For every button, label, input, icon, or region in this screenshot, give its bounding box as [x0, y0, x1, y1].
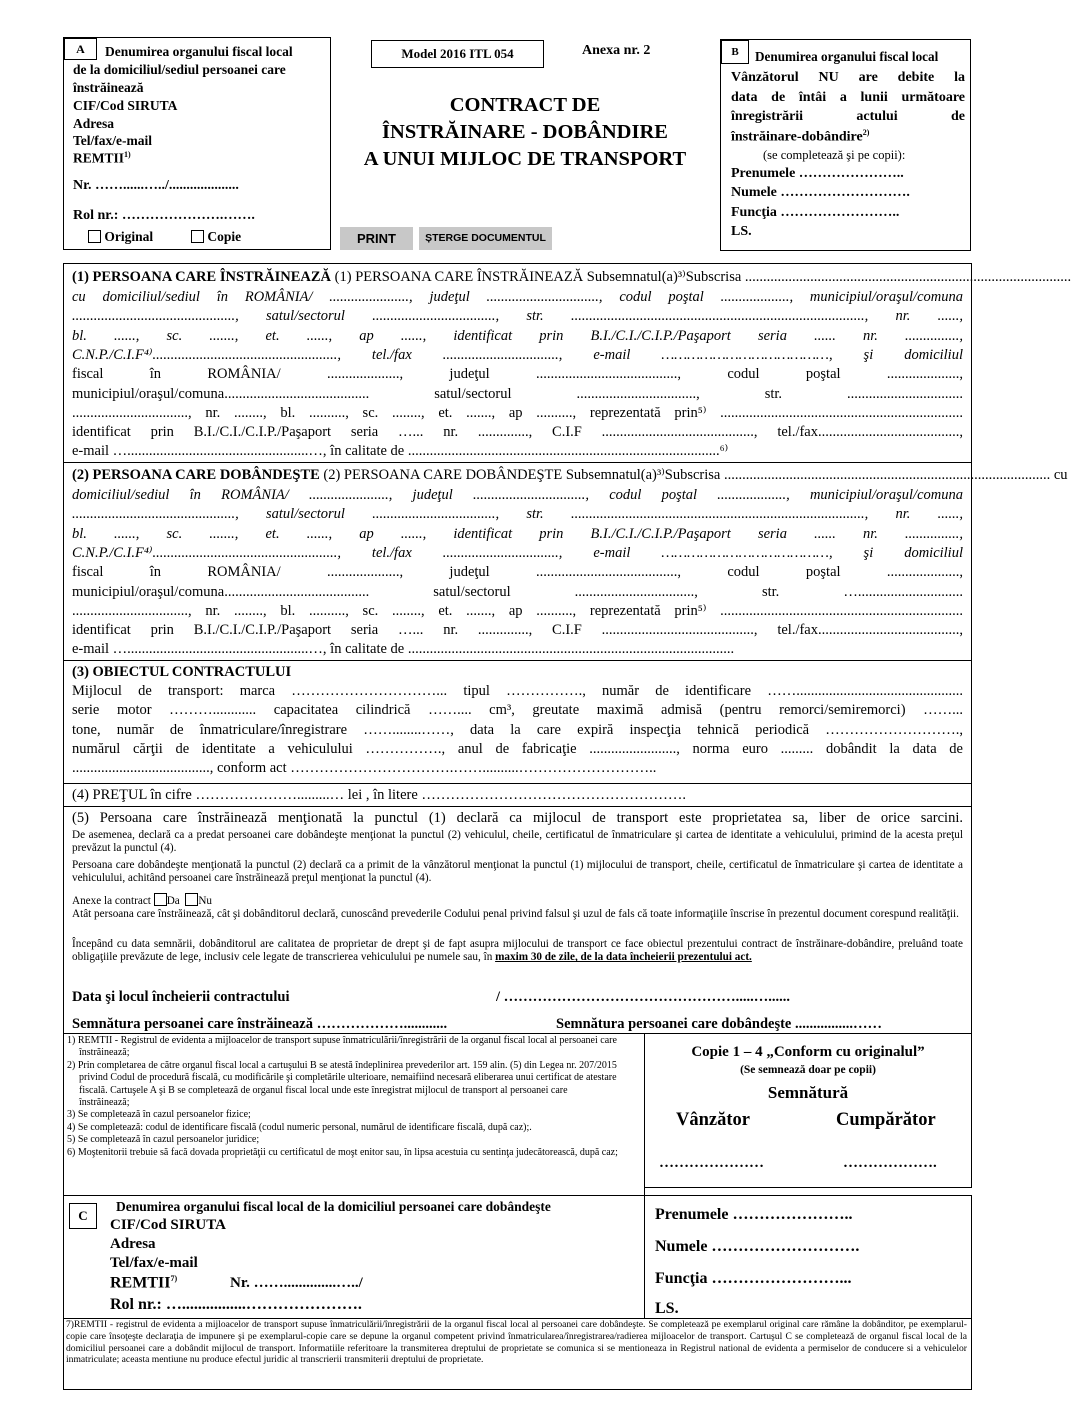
s2-line-3: ............................................., satul/sectorul .................................., str. ................................................................................., nr. ......,	[72, 506, 963, 522]
s3-line-3: tone, număr de înmatriculare/înregistrare ……........……, data la care expiră inspecţia tehnică periodică ……………………….,	[72, 722, 963, 738]
s1-line-9: identificat prin B.I./C.I./C.I.P./Paşaport seria …... nr. .............., C.I.F .........................................., tel./fax.......................................,	[72, 424, 963, 440]
footnote-item: 6) Moştenitorii trebuie să facă dovada proprietăţii cu certificatul de moşt enitor sau, în lipsa acestuia cu sentinţa judecătorească, după caz;	[67, 1146, 618, 1158]
title-line-3: A UNUI MIJLOC DE TRANSPORT	[363, 148, 687, 170]
box-b-numele: Numele ……………………….	[731, 185, 910, 200]
box-b-line3: înregistrării actului de	[731, 109, 965, 124]
section-price	[63, 783, 972, 807]
box-b-note: (se completează şi pe copii):	[763, 148, 906, 162]
title-line-2: ÎNSTRĂINARE - DOBÂNDIRE	[382, 121, 668, 143]
original-option[interactable]	[88, 229, 153, 245]
s1-line-7: municipiul/oraşul/comuna........................................ satul/sectorul ................................., str. ................................	[72, 386, 963, 402]
anexe-nu-checkbox[interactable]	[185, 893, 198, 906]
box-a-title-2: de la domiciliul/sediul persoanei care	[73, 62, 286, 77]
anexa-label: Anexa nr. 2	[582, 43, 651, 58]
s1-line-1: (1) PERSOANA CARE ÎNSTRĂINEAZĂ (1) PERSOANA CARE ÎNSTRĂINEAZĂ Subsemnatul(a)³⁾Subscrisa ..........................................................................................	[72, 269, 1071, 285]
copy-buyer-sign: ……………….	[843, 1155, 937, 1171]
section-buyer	[63, 462, 1068, 661]
box-c-remtii	[110, 1274, 177, 1292]
s5-para-3: Atât persoana care înstrăinează, cât şi dobânditorul declară, cunoscând prevederile Codului penal privind falsul şi uzul de fals că toate informaţiile înscrise în prezentul document corespund realităţii.	[72, 908, 959, 920]
box-b-tag: B	[721, 40, 749, 64]
s3-line-4: numărul cărţii de identitate a vehiculului ……………., anul de fabricaţie ........................, norma euro ......... dobândit la data de	[72, 741, 963, 757]
s3-line-1: Mijlocul de transport: marca …………………………... tipul ……………., număr de identificare ……..............................................	[72, 683, 963, 699]
remtii-sup: 1)	[124, 150, 131, 159]
sign-buyer: Semnătura persoanei care dobândeşte ................……	[556, 1016, 882, 1032]
anexe-label: Anexe la contract	[72, 895, 151, 907]
box-a-tag: A	[64, 38, 97, 60]
original-label: Original	[104, 229, 154, 244]
delete-document-button[interactable]: ȘTERGE DOCUMENTUL	[419, 227, 552, 250]
s2-line-6: fiscal în ROMÂNIA/ ...................., judeţul ......................................., codul poştal ....................,	[72, 564, 963, 580]
s3-title: (3) OBIECTUL CONTRACTULUI	[72, 664, 292, 680]
section-object	[63, 660, 972, 784]
box-b-functia: Funcţia ……………………..	[731, 205, 900, 220]
box-a-title: Denumirea organului fiscal local	[105, 44, 293, 59]
copy-buyer: Cumpărător	[836, 1110, 936, 1130]
s1-line-5: C.N.P./C.I.F⁴⁾..................................................., tel./fax ................................, e-mail …………………………………, şi domiciliul	[72, 347, 963, 363]
s5-para-4-text: Începând cu data semnării, dobânditorul are calitatea de proprietar de drept şi de fapt asupra mijlocului de transport ce face obiectul prezentului contract de înstrăinare-dobândire, preluând toate obligaţiile prevăzute de lege, inclusiv cele legate de transcrierea vehiculului pe numele sau, în	[72, 938, 963, 964]
box-a-title-3: înstrăinează	[73, 80, 144, 95]
s3-line-5: ......................................, conform act …………………………….……..........………………………..	[72, 760, 657, 776]
s5-para-1: De asemenea, declară ca a predat persoanei care dobândeşte menţionat la punctul (2) vehiculul, cheile, certificatul de înmatriculare şi cartea de identitate a vehiculului, primind de la acesta preţul prevăzut la punctul (4).	[72, 829, 963, 855]
box-a-remtii	[73, 150, 131, 167]
s2-line-2: domiciliul/sediul în ROMÂNIA/ ......................, judeţul ..............................., codul poştal ..................., municipiul/oraşul/comuna	[72, 487, 963, 503]
title-line-1: CONTRACT DE	[449, 94, 601, 116]
anexe-da-label: Da	[166, 895, 180, 907]
s1-line-2: cu domiciliul/sediul în ROMÂNIA/ ......................, judeţul ..............................., codul poştal ..................., municipiul/oraşul/comuna	[72, 289, 963, 305]
section-declarations	[63, 806, 972, 1034]
copy-semnatura: Semnătură	[767, 1083, 849, 1102]
s1-line-6: fiscal în ROMÂNIA/ ...................., judeţul ......................................., codul poştal ....................,	[72, 366, 963, 382]
anexe-da-checkbox[interactable]	[154, 893, 167, 906]
box-c	[63, 1195, 645, 1319]
box-a-tel: Tel/fax/e-mail	[73, 133, 152, 148]
copy-seller-sign: …………………	[659, 1155, 764, 1171]
box-c-tag: C	[69, 1203, 97, 1229]
anexe-nu-label: Nu	[198, 895, 213, 907]
box-b-title: Denumirea organului fiscal local	[755, 49, 939, 64]
box-c-adresa: Adresa	[110, 1236, 156, 1252]
footnote-item: 4) Se completează: codul de identificare fiscală (codul numeric personal, numărul de identificare fiscală, după caz);.	[67, 1121, 532, 1133]
s5-para-4	[72, 938, 963, 965]
footnote-7: 7)REMTII - registrul de evidenta a mijloacelor de transport supuse înmatriculării/înregistrării de la organul fiscal local al persoanei care dobândeşte. Se completează pe exemplarul original care rămâne la dobânditor, pe exemplarul-copie care însoţeşte declaraţia de impunere şi pe exemplarul-copie care se depune la organul competent privind înmatricularea/înregistrarea/radierea mijloacelor de transport. Cartuşul C se completează de organul fiscal local de la domiciliul persoanei care a dobândit mijlocul de transport. Informatiile referitoare la transmiterea dreptului de proprietate se comunica si se mentioneaza in Registrul national de evidenta a permiselor de conducere si a vehiculelor inmatriculate; aceasta mentiune nu produce efectul juridic al transcrierii transmiterii dreptului de proprietate.	[66, 1319, 967, 1366]
model-box: Model 2016 ITL 054	[371, 40, 544, 68]
s4-text: (4) PREŢUL în cifre ………………….........… lei , în litere ……………………………………………….	[72, 787, 687, 803]
box-b-line4-text: înstrăinare-dobândire	[731, 129, 863, 145]
box-b	[720, 39, 971, 251]
copy-ls: LS.	[655, 1300, 679, 1317]
box-c-title: Denumirea organului fiscal local de la domiciliul persoanei care dobândeşte	[116, 1199, 551, 1214]
footnote-list	[67, 1035, 620, 1159]
copy-functia: Funcţia ……………………...	[655, 1270, 852, 1287]
box-a-rol: Rol nr.: ………………….…….	[73, 208, 255, 223]
box-c-nr: Nr. ……..............…../	[230, 1275, 363, 1291]
footnote-item: 3) Se completează în cazul persoanelor fizice;	[67, 1109, 251, 1121]
box-a-adresa: Adresa	[73, 116, 115, 131]
copy-title	[645, 1044, 971, 1061]
box-b-line1: Vânzătorul NU are debite la	[731, 70, 965, 85]
s2-line-1: (2) PERSOANA CARE DOBÂNDEŞTE (2) PERSOANA CARE DOBÂNDEŞTE Subsemnatul(a)³⁾Subscrisa .......................................................................................... cu	[72, 467, 1068, 483]
remtii-label: REMTII	[73, 150, 125, 166]
s5-para-2: Persoana care dobândeşte menţionată la punctul (2) declară ca a primit de la vânzătorul menţionat la punctul (1) mijlocului de transport, cheile, certificatul de înmatriculare şi cartea de identitate a vehiculului, achitând persoanei care înstrăinează preţul menţionat la punctul (4).	[72, 859, 963, 885]
copy-prenumele: Prenumele …………………..	[655, 1206, 853, 1223]
footnote-item: 5) Se completează în cazul persoanelor juridice;	[67, 1134, 260, 1146]
box-c-rol: Rol nr.: …................………………….	[110, 1296, 362, 1313]
box-b-line4-sup: 2)	[862, 128, 870, 137]
s2-line-7: municipiul/oraşul/comuna........................................ satul/sectorul ................................., str. ….............................	[72, 584, 963, 600]
copy-seller: Vânzător	[676, 1110, 750, 1130]
original-checkbox[interactable]	[88, 230, 101, 243]
s5-line-1: (5) Persoana care înstrăinează menţionată la punctul (1) declară ca mijlocul de transport este proprietatea sa, liber de orice sarcini.	[72, 810, 963, 826]
box-b-ls: LS.	[731, 224, 752, 239]
s5-data-loc-dots: / ………………………………………….....…......	[496, 989, 791, 1005]
footnote-7-box	[63, 1318, 972, 1390]
footnotes-box	[63, 1033, 645, 1196]
s5-deadline: maxim 30 de zile, de la data încheierii prezentului act.	[495, 951, 752, 964]
box-b-prenumele: Prenumele …………………..	[731, 166, 904, 181]
s2-line-4: bl. ......, sc. ......., et. ......, ap ......, identificat prin B.I./C.I./C.I.P./Paşaport seria ...... nr. ...............,	[72, 526, 963, 542]
copy-sub: (Se semnează doar pe copii)	[740, 1064, 876, 1076]
box-b-line4	[731, 128, 869, 146]
copie-option[interactable]	[191, 229, 241, 245]
copy-official-box	[644, 1195, 972, 1319]
box-c-remtii-label: REMTII	[110, 1274, 171, 1292]
contract-title	[334, 92, 716, 173]
copy-title-text: Copie 1 – 4 „Conform cu originalul”	[691, 1044, 925, 1060]
copie-label: Copie	[207, 229, 242, 244]
box-c-remtii-sup: 7)	[170, 1274, 178, 1283]
footnote-item: 1) REMTII - Registrul de evidenta a mijloacelor de transport supuse înmatriculării/înregistrării de la organul fiscal local al persoanei care înstrăinează;	[67, 1035, 617, 1059]
s2-line-5: C.N.P./C.I.F⁴⁾..................................................., tel./fax ................................, e-mail …………………………………, şi domiciliul	[72, 545, 963, 561]
s2-line-10: e-mail …..................................................…, în calitate de ..........................................................................................	[72, 641, 735, 657]
box-b-line2: data de întâi a lunii următoare	[731, 90, 965, 105]
s5-data-loc: Data şi locul încheierii contractului	[72, 989, 290, 1005]
s1-line-4: bl. ......, sc. ......., et. ......, ap ......, identificat prin B.I./C.I./C.I.P./Paşaport seria ...... nr. ...............,	[72, 328, 963, 344]
s1-line-3: ............................................., satul/sectorul .................................., str. ................................................................................., nr. ......,	[72, 308, 963, 324]
copy-box	[644, 1033, 972, 1188]
box-a-nr: Nr. ……......…../....................	[73, 178, 239, 193]
copie-checkbox[interactable]	[191, 230, 204, 243]
copy-numele: Numele ……………………….	[655, 1238, 860, 1255]
box-c-cif: CIF/Cod SIRUTA	[110, 1217, 226, 1233]
box-a-cif: CIF/Cod SIRUTA	[73, 98, 178, 113]
s2-line-8: ................................, nr. ........, bl. .........., sc. ........, et. ......., ap .........., reprezentată prin⁵⁾ ...................................................................	[72, 603, 963, 619]
s3-line-2: serie motor ………............ capacitatea cilindrică …….... cm³, greutate maximă admisă (pentru remorci/semiremorci) ……...	[72, 702, 963, 718]
box-c-tel: Tel/fax/e-mail	[110, 1255, 198, 1271]
sign-seller: Semnătura persoanei care înstrăinează ………………............	[72, 1016, 448, 1032]
print-button[interactable]: PRINT	[340, 227, 413, 250]
box-a	[63, 37, 331, 250]
s2-text-1: (2) PERSOANA CARE DOBÂNDEŞTE Subsemnatul(a)³⁾Subscrisa .......................................................................................... cu	[323, 467, 1068, 483]
s5-anexe	[72, 893, 212, 908]
s1-line-8: ................................, nr. ........, bl. .........., sc. ........, et. ......., ap .........., reprezentată prin⁵⁾ ...................................................................	[72, 405, 963, 421]
footnote-item: 2) Prin completarea de către organul fiscal local a cartuşului B se atestă îndeplinirea prevederilor art. 159 alin. (5) din Legea nr. 207/2015 privind Codul de procedură fiscală, cu modificările şi completările ulterioare, nemaifiind necesară eliberarea unui certificat de atestare fiscală. Cartuşele A şi B se completează de organul fiscal local unde este înregistrat mijlocul de transport al persoanei care înstrăinează;	[67, 1059, 617, 1109]
s2-line-9: identificat prin B.I./C.I./C.I.P./Paşaport seria …... nr. .............., C.I.F .........................................., tel./fax.......................................,	[72, 622, 963, 638]
s1-text-1: (1) PERSOANA CARE ÎNSTRĂINEAZĂ Subsemnatul(a)³⁾Subscrisa ..........................................................................................	[334, 269, 1071, 285]
section-seller	[63, 263, 1071, 463]
s1-line-10: e-mail …..................................................…, în calitate de ......................................................................................⁶⁾	[72, 443, 729, 459]
